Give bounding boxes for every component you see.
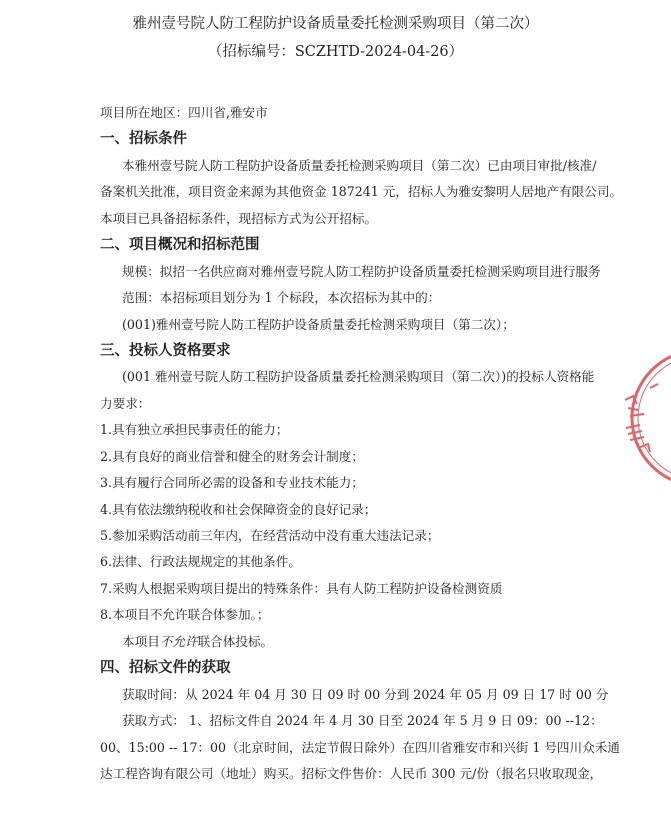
requirement-item: 4.具有依法缴纳税收和社会保障资金的良好记录； xyxy=(100,501,377,517)
company-seal-stamp xyxy=(600,348,671,488)
requirement-item: 3.具有履行合同所必需的设备和专业技术能力； xyxy=(100,475,364,491)
document-title: 雅州壹号院人防工程防护设备质量委托检测采购项目（第二次） xyxy=(132,16,539,32)
paragraph-line: (001 雅州壹号院人防工程防护设备质量委托检测采购项目（第二次）)的投标人资格能 xyxy=(122,369,595,385)
requirement-item: 2.具有良好的商业信誉和健全的财务会计制度； xyxy=(100,448,364,464)
paragraph-line: 范围：本招标项目划分为 1 个标段，本次招标为其中的： xyxy=(122,290,441,306)
requirement-item: 1.具有独立承担民事责任的能力； xyxy=(100,422,289,438)
section-heading: 四、招标文件的获取 xyxy=(100,660,231,677)
tender-number: （招标编号：SCZHTD-2024-04-26） xyxy=(207,44,464,60)
note-italic: 不允许 xyxy=(159,633,198,649)
paragraph-line: 达工程咨询有限公司（地址）购买。招标文件售价：人民币 300 元/份（报名只收取现金， xyxy=(100,765,603,781)
paragraph-line: 本项目已具备招标条件，现招标方式为公开招标。 xyxy=(100,210,378,226)
paragraph-line: 本雅州壹号院人防工程防护设备质量委托检测采购项目（第二次）已由项目审批/核准/ xyxy=(122,157,597,173)
note-prefix: 本项目 xyxy=(122,633,160,649)
requirement-item: 6.法律、行政法规规定的其他条件。 xyxy=(100,554,301,570)
paragraph-line: 00、15:00 -- 17：00（北京时间，法定节假日除外）在四川省雅安市和兴街 1 号四川众禾通 xyxy=(100,739,620,755)
requirement-item: 7.采购人根据采购项目提出的特殊条件：具有人防工程防护设备检测资质 xyxy=(100,580,503,596)
paragraph-line: 备案机关批准，项目资金来源为其他资金 187241 元，招标人为雅安黎明人居地产有限公司。 xyxy=(100,184,623,200)
project-location: 项目所在地区：四川省,雅安市 xyxy=(100,105,268,120)
paragraph-line: 获取时间：从 2024 年 04 月 30 日 09 时 00 分到 2024 年 05 月 09 日 17 时 00 分 xyxy=(122,686,609,702)
section-heading: 一、招标条件 xyxy=(100,131,187,148)
section-heading: 三、投标人资格要求 xyxy=(100,342,231,359)
paragraph-line: 规模：拟招一名供应商对雅州壹号院人防工程防护设备质量委托检测采购项目进行服务 xyxy=(122,263,601,279)
requirement-item: 5.参加采购活动前三年内，在经营活动中没有重大违法记录； xyxy=(100,528,440,543)
paragraph-line: 获取方式： 1、招标文件自 2024 年 4 月 30 日至 2024 年 5 月 9 日 09：00 --12： xyxy=(122,713,603,729)
paragraph-line: 力要求： xyxy=(100,395,151,411)
document-body xyxy=(100,102,623,789)
section-heading: 二、项目概况和招标范围 xyxy=(100,237,260,254)
requirement-item: 8.本项目不允许联合体参加。； xyxy=(100,607,270,623)
consortium-note xyxy=(100,631,590,657)
paragraph-line: (001)雅州壹号院人防工程防护设备质量委托检测采购项目（第二次）； xyxy=(122,316,515,332)
note-suffix: 联合体投标。 xyxy=(197,633,274,649)
